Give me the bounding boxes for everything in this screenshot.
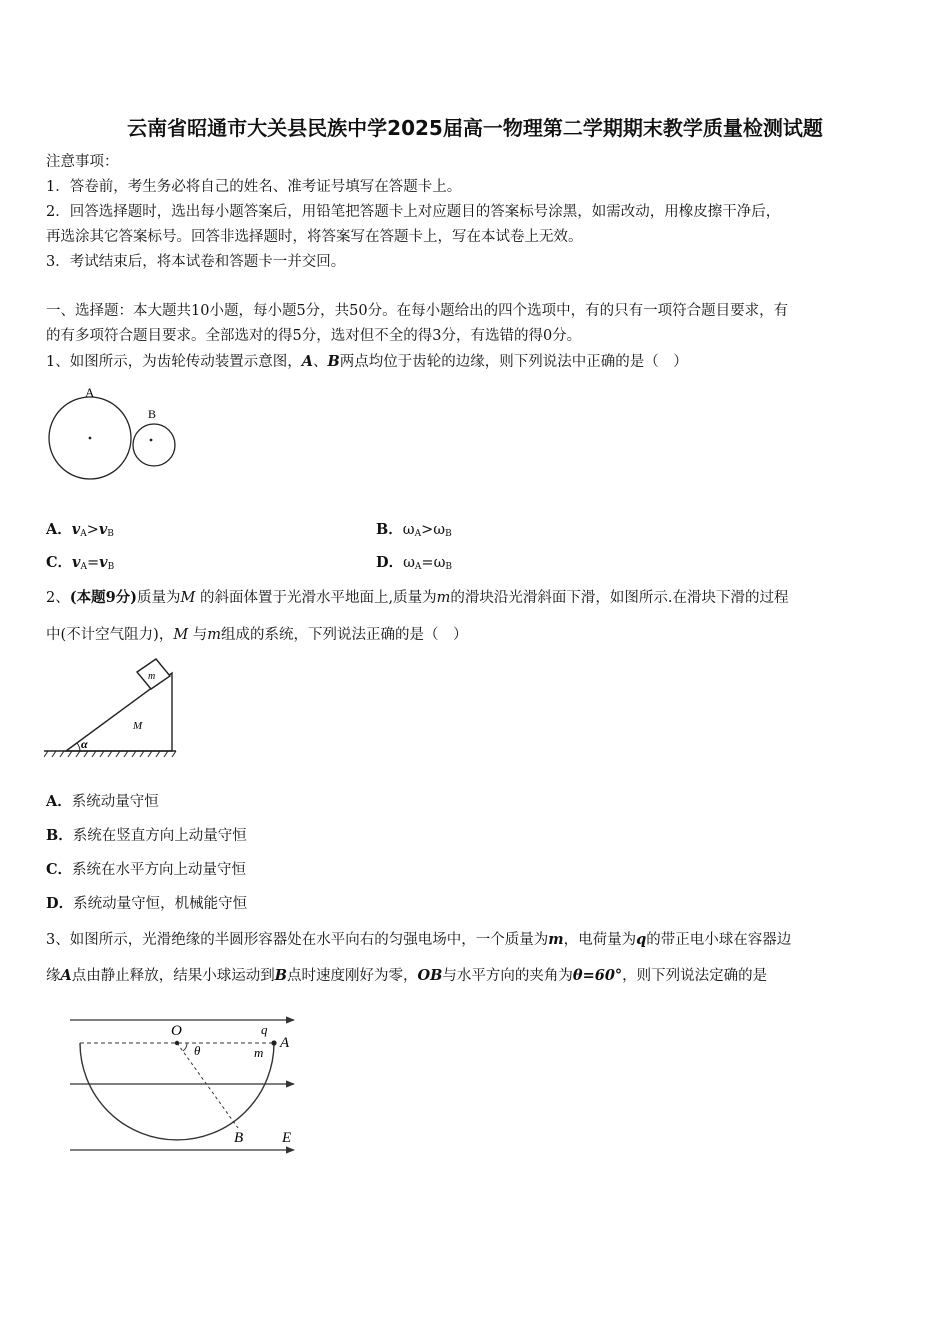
q2-option-c[interactable]: C．系统在水平方向上动量守恒 [46, 861, 247, 878]
q2-option-a[interactable]: A．系统动量守恒 [46, 793, 159, 810]
theta-arc [183, 1043, 187, 1051]
label-e: E [282, 1130, 292, 1146]
label-b: B [148, 407, 157, 421]
gear-a-center [89, 437, 92, 440]
notice-heading: 注意事项： [46, 154, 119, 170]
semicircle-container [80, 1043, 274, 1140]
ball-a [271, 1040, 276, 1045]
q2-option-d[interactable]: D．系统动量守恒，机械能守恒 [46, 895, 248, 912]
ground-hatching [44, 751, 176, 757]
label-m-fig: m [254, 1045, 264, 1060]
question-2-stem-line1: 2、(本题9分)质量为M 的斜面体置于光滑水平地面上,质量为m的滑块沿光滑斜面下滑，如图所示.在滑块下滑的过程 [46, 589, 789, 606]
incline-figure [44, 655, 184, 765]
question-2-stem-line2: 中(不计空气阻力)，M 与m组成的系统，下列说法正确的是（ ） [46, 627, 468, 643]
notice-item-2: 2．回答选择题时，选出每小题答案后，用铅笔把答题卡上对应题目的答案标号涂黑，如需改动，用橡皮擦干净后， [46, 204, 781, 220]
semicircle-field-figure [66, 1010, 302, 1166]
label-o: O [171, 1023, 182, 1039]
section-intro-line1: 一、选择题：本大题共10小题，每小题5分，共50分。在每小题给出的四个选项中，有的只有一项符合题目要求，有 [46, 303, 789, 319]
label-m: m [148, 671, 156, 682]
label-alpha: α [81, 737, 88, 751]
q1-option-a[interactable]: A．$v_A>v_B$ [46, 521, 114, 539]
point-o [175, 1041, 179, 1045]
page-title: 云南省昭通市大关县民族中学2025届高一物理第二学期期末教学质量检测试题 [127, 116, 823, 140]
notice-item-3: 3．考试结束后，将本试卷和答题卡一并交回。 [46, 254, 346, 270]
q2-option-b[interactable]: B．系统在竖直方向上动量守恒 [46, 827, 247, 844]
q1-option-c[interactable]: C．$v_A=v_B$ [46, 554, 115, 572]
gear-b-circle [133, 424, 175, 466]
label-q: q [261, 1022, 268, 1037]
notice-item-1: 1．答卷前，考生务必将自己的姓名、准考证号填写在答题卡上。 [46, 179, 462, 195]
label-a: A [85, 385, 95, 400]
question-3-stem-line1: 3、如图所示，光滑绝缘的半圆形容器处在水平向右的匀强电场中，一个质量为m，电荷量为q的带正电小球在容器边 [46, 931, 792, 948]
notice-item-2-cont: 再选涂其它答案标号。回答非选择题时，将答案写在答题卡上，写在本试卷上无效。 [46, 229, 583, 245]
question-3-stem-line2: 缘A点由静止释放，结果小球运动到B点时速度刚好为零，OB与水平方向的夹角为θ=60°，则下列说法定确的是 [46, 967, 768, 984]
label-a-fig: A [280, 1035, 290, 1051]
section-intro-line2: 的有多项符合题目要求。全部选对的得5分，选对但不全的得3分，有选错的得0分。 [46, 328, 582, 344]
label-theta: θ [194, 1043, 201, 1058]
question-1-stem: 1、如图所示，为齿轮传动装置示意图，A、B两点均位于齿轮的边缘，则下列说法中正确的是（ ） [46, 353, 688, 370]
gear-b-center [150, 439, 153, 442]
radius-ob [177, 1043, 238, 1128]
label-b-fig: B [234, 1130, 244, 1146]
q1-option-b[interactable]: B．$\omega_A>\omega_B$ [376, 521, 452, 539]
label-M: M [133, 720, 143, 732]
angle-arc [77, 743, 80, 751]
q1-option-d[interactable]: D．$\omega_A=\omega_B$ [376, 554, 453, 572]
gear-transmission-figure [44, 380, 184, 490]
